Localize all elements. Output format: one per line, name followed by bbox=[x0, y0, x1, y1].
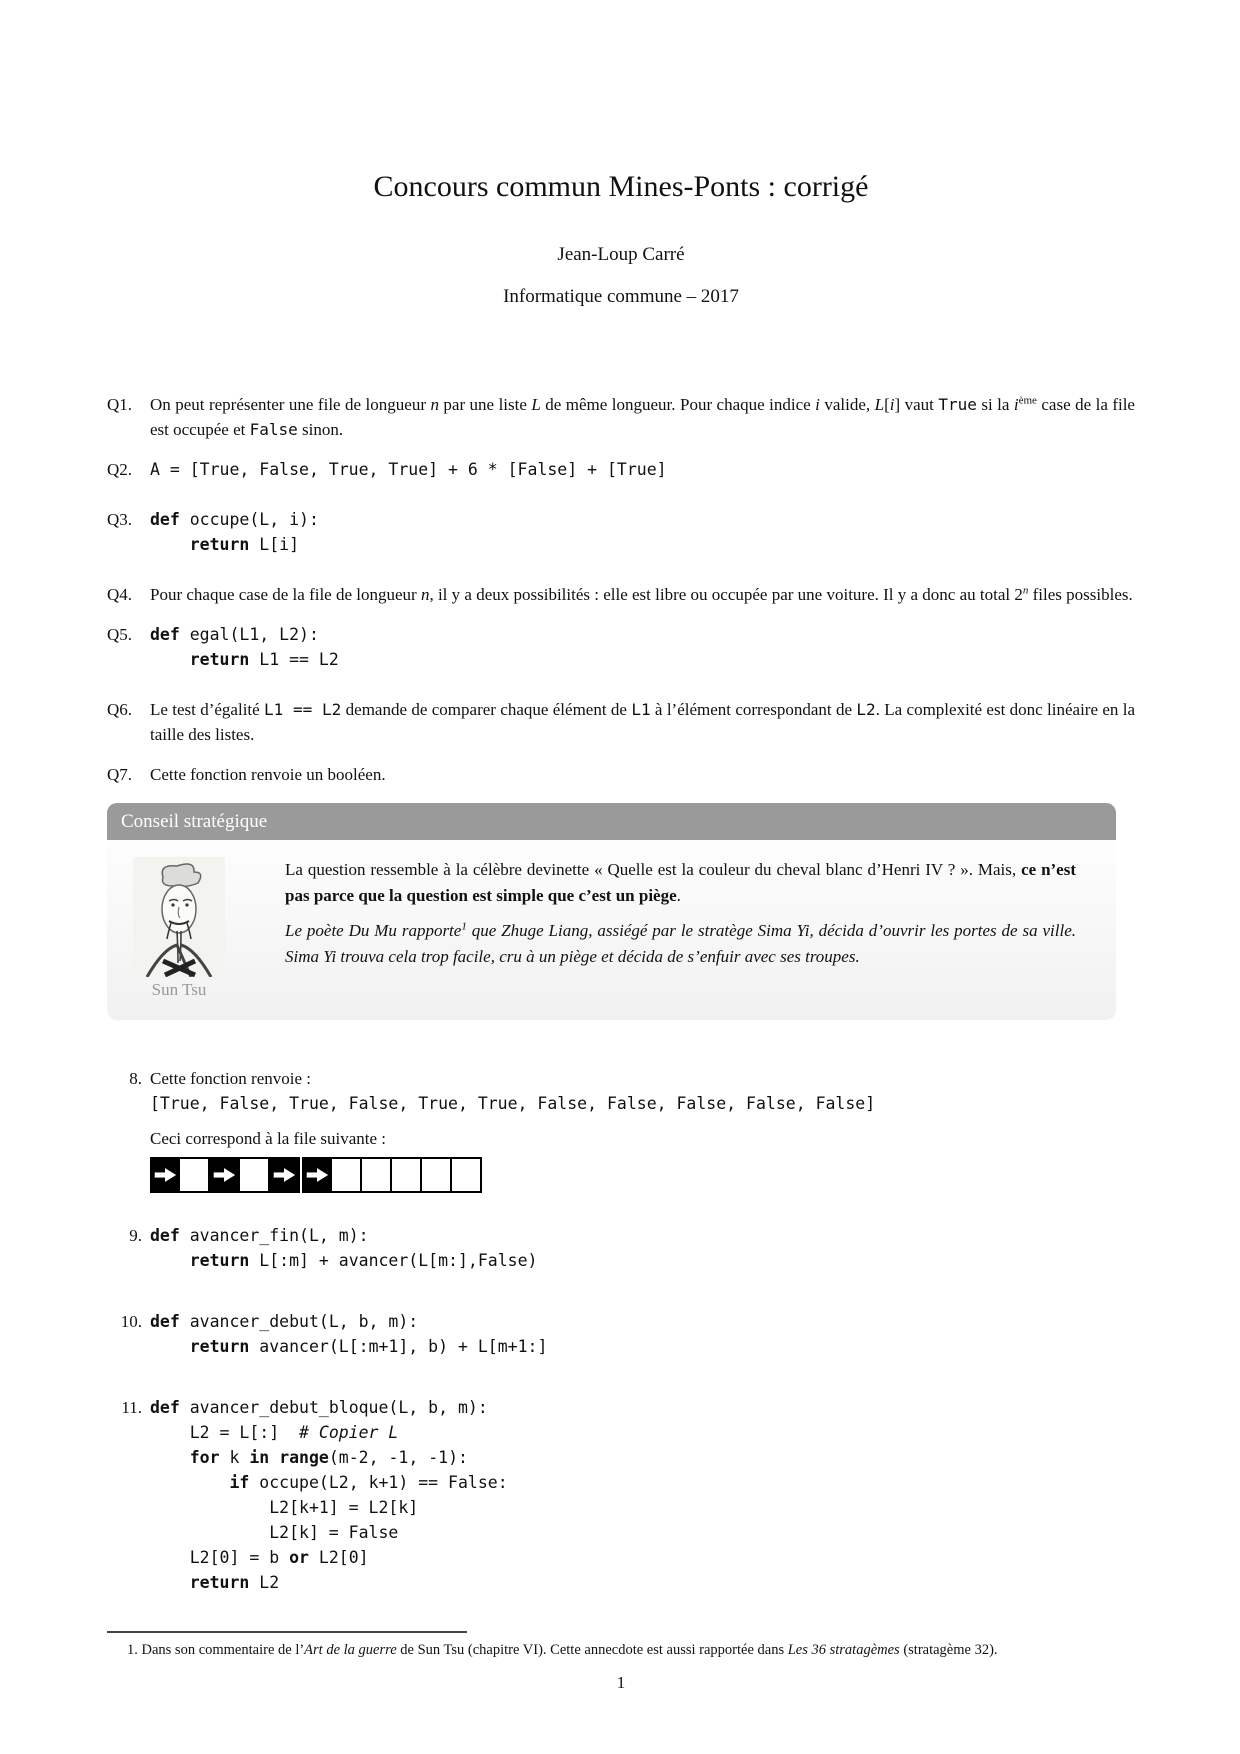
file-cell-empty bbox=[180, 1157, 210, 1193]
code-line: L2[0] = b or L2[0] bbox=[150, 1548, 369, 1567]
item-number: 10. bbox=[120, 1312, 142, 1331]
advice-box-header: Conseil stratégique bbox=[107, 803, 1116, 840]
code-line: L2[k] = False bbox=[150, 1523, 399, 1542]
item-number: 11. bbox=[121, 1398, 142, 1417]
file-cell-occupied bbox=[150, 1157, 180, 1193]
item-number: Q1. bbox=[107, 395, 133, 414]
item-number: Q3. bbox=[107, 510, 133, 529]
page-number: 1 bbox=[616, 1673, 626, 1692]
sun-tsu-figure bbox=[133, 857, 285, 1000]
list-item bbox=[107, 1223, 1135, 1283]
code-block bbox=[150, 507, 1135, 557]
item-number: Q7. bbox=[107, 765, 133, 784]
code-block bbox=[150, 622, 1135, 672]
paragraph: Ceci correspond à la file suivante : bbox=[150, 1129, 387, 1148]
file-cell-empty bbox=[422, 1157, 452, 1193]
code-line: def avancer_debut_bloque(L, b, m): bbox=[150, 1398, 488, 1417]
car-arrow-icon bbox=[272, 1167, 296, 1183]
code-line: if occupe(L2, k+1) == False: bbox=[229, 1473, 508, 1492]
item-body bbox=[150, 457, 1135, 492]
code-block bbox=[150, 1091, 1135, 1116]
list-item bbox=[107, 622, 1135, 682]
car-arrow-icon bbox=[305, 1167, 329, 1183]
list-item bbox=[107, 507, 1135, 567]
car-arrow-icon bbox=[153, 1167, 177, 1183]
file-cell-empty bbox=[332, 1157, 362, 1193]
paragraph: Cette fonction renvoie un booléen. bbox=[150, 765, 386, 784]
code-line: return L[i] bbox=[189, 535, 300, 554]
advice-box-body bbox=[107, 840, 1116, 1020]
item-number: Q4. bbox=[107, 585, 133, 604]
paragraph: Le test d’égalité L1 == L2 demande de comparer chaque élément de L1 à l’élément correspondant de L2. La complexité est donc linéaire en la taille des listes. bbox=[150, 700, 1135, 744]
item-number: 9. bbox=[129, 1226, 142, 1245]
item-body bbox=[150, 1066, 1135, 1197]
code-line: A = [True, False, True, True] + 6 * [False] + [True] bbox=[150, 460, 667, 479]
file-cell-empty bbox=[240, 1157, 270, 1193]
author-name: Jean-Loup Carré bbox=[557, 244, 685, 265]
numbered-answer-list bbox=[107, 1066, 1135, 1605]
code-line: return L1 == L2 bbox=[189, 650, 339, 669]
sun-tsu-portrait bbox=[133, 857, 225, 977]
portrait-caption: Sun Tsu bbox=[151, 980, 207, 999]
item-number: Q6. bbox=[107, 700, 133, 719]
item-body bbox=[150, 622, 1135, 682]
advice-paragraph-2: Le poète Du Mu rapporte$^1$ que Zhuge Liang, assiégé par le stratège Sima Yi, décida d’ouvrir les portes de sa ville. Sima Yi trouva cela trop facile, cru à un piège et décida de s’enfuir avec ses troupes. bbox=[285, 920, 1076, 966]
question-list bbox=[107, 392, 1135, 787]
code-block bbox=[150, 1223, 1135, 1273]
item-body bbox=[150, 582, 1135, 607]
list-item bbox=[107, 1309, 1135, 1369]
list-item bbox=[107, 762, 1135, 787]
item-body bbox=[150, 1395, 1135, 1605]
paragraph: Cette fonction renvoie : bbox=[150, 1069, 311, 1088]
code-line: for k in range(m-2, -1, -1): bbox=[189, 1448, 468, 1467]
advice-paragraph-1: La question ressemble à la célèbre devinette « Quelle est la couleur du cheval blanc d’Henri IV ? ». Mais, ce n’est pas parce que la question est simple que c’est un piège. bbox=[285, 860, 1077, 905]
file-cell-empty bbox=[392, 1157, 422, 1193]
file-cell-empty bbox=[452, 1157, 482, 1193]
item-body bbox=[150, 392, 1135, 442]
list-item bbox=[107, 392, 1135, 442]
code-block bbox=[150, 1309, 1135, 1359]
code-line: def occupe(L, i): bbox=[150, 510, 319, 529]
footnote-rule bbox=[107, 1631, 467, 1633]
file-cell-occupied bbox=[270, 1157, 300, 1193]
list-item bbox=[107, 697, 1135, 747]
list-item bbox=[107, 582, 1135, 607]
page-title: Concours commun Mines-Ponts : corrigé bbox=[373, 170, 869, 203]
file-diagram bbox=[150, 1157, 1135, 1193]
code-line: def egal(L1, L2): bbox=[150, 625, 319, 644]
list-item bbox=[107, 1395, 1135, 1605]
strategy-advice-box bbox=[107, 803, 1116, 1020]
item-number: 8. bbox=[129, 1069, 142, 1088]
item-body bbox=[150, 1309, 1135, 1369]
document-subtitle: Informatique commune – 2017 bbox=[503, 286, 739, 307]
item-number: Q5. bbox=[107, 625, 133, 644]
item-body bbox=[150, 507, 1135, 567]
file-cell-occupied bbox=[210, 1157, 240, 1193]
code-line: def avancer_fin(L, m): bbox=[150, 1226, 369, 1245]
code-line: return avancer(L[:m+1], b) + L[m+1:] bbox=[189, 1337, 548, 1356]
item-body bbox=[150, 762, 1135, 787]
paragraph: On peut représenter une file de longueur n par une liste L de même longueur. Pour chaque indice i valide, L[i] vaut True si la $i^{ème}$ case de la file est occupée et False sinon. bbox=[150, 394, 1135, 439]
item-body bbox=[150, 1223, 1135, 1283]
footnote-text: 1. Dans son commentaire de l’Art de la guerre de Sun Tsu (chapitre VI). Cette annecdote est aussi rapportée dans Les 36 stratagèmes (stratagème 32). bbox=[127, 1642, 998, 1658]
file-cell-occupied bbox=[302, 1157, 332, 1193]
code-line: [True, False, True, False, True, True, False, False, False, False, False] bbox=[150, 1094, 876, 1113]
code-line: L2 = L[:] # Copier L bbox=[150, 1423, 399, 1442]
file-cell-empty bbox=[362, 1157, 392, 1193]
list-item bbox=[107, 1066, 1135, 1197]
code-line: return L[:m] + avancer(L[m:],False) bbox=[189, 1251, 538, 1270]
item-number: Q2. bbox=[107, 460, 133, 479]
code-line: def avancer_debut(L, b, m): bbox=[150, 1312, 419, 1331]
code-line: L2[k+1] = L2[k] bbox=[150, 1498, 419, 1517]
list-item bbox=[107, 457, 1135, 492]
car-arrow-icon bbox=[212, 1167, 236, 1183]
advice-text bbox=[285, 857, 1076, 1000]
item-body bbox=[150, 697, 1135, 747]
code-block bbox=[150, 1395, 1135, 1595]
code-line: return L2 bbox=[189, 1573, 280, 1592]
code-block bbox=[150, 457, 1135, 482]
paragraph: Pour chaque case de la file de longueur n, il y a deux possibilités : elle est libre ou occupée par une voiture. Il y a donc au total 2$^n$ files possibles. bbox=[150, 584, 1133, 604]
